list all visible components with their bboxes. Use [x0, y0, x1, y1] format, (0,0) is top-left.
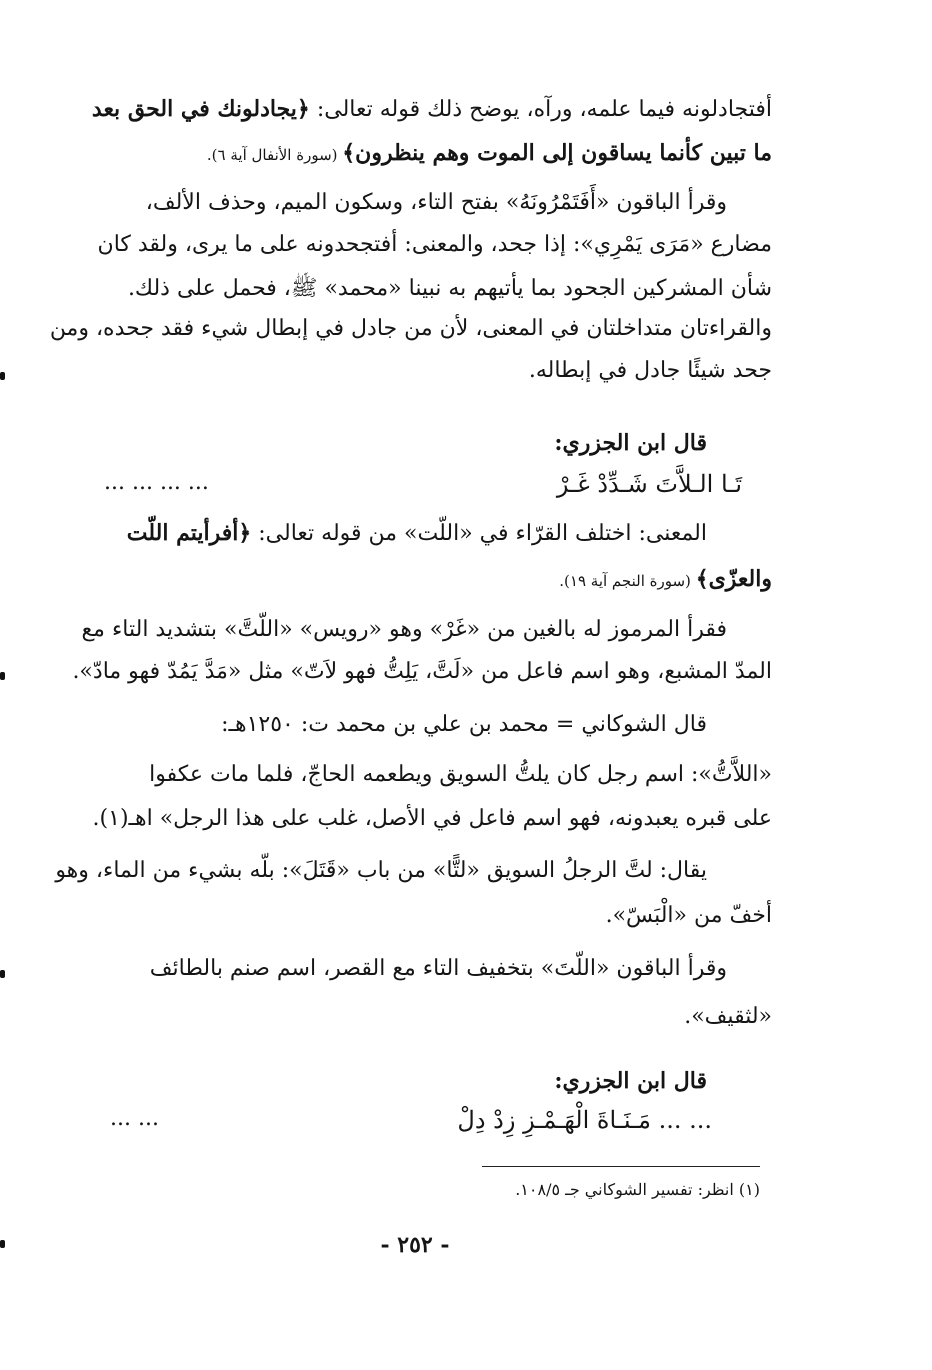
quran-quote: ﴿يجادلونك في الحق بعد: [91, 96, 310, 122]
footnote: (١) انظر: تفسير الشوكاني جـ ١٠٨/٥.: [515, 1180, 760, 1199]
footnote-divider: [482, 1166, 760, 1167]
surah-reference: (سورة النجم آية ١٩).: [559, 572, 696, 590]
verse-line: تَـا الـلاَّتَ شَـدِّدْ غَـرْ: [556, 470, 742, 498]
para5-line2: على قبره يعبدونه، فهو اسم فاعل في الأصل، غلب على هذا الرجل» اهـ(١).: [92, 806, 772, 831]
section-heading: قال ابن الجزري:: [554, 430, 707, 456]
para3-line1-text: المعنى: اختلف القرّاء في «اللّت» من قوله تعالى:: [251, 521, 707, 546]
verse-dots: ... ... ... ...: [104, 470, 209, 495]
para3-line2: [559, 566, 772, 592]
para3-line1: [127, 520, 707, 546]
quran-quote: والعزّى﴾: [695, 566, 772, 592]
quran-quote: ما تبين كأنما يساقون إلى الموت وهم ينظرون﴾: [342, 140, 772, 166]
para2-line3: شأن المشركين الجحود بما يأتيهم به نبينا «محمد» ﷺ، فحمل على ذلك.: [127, 276, 772, 301]
para4-line2: المدّ المشبع، وهو اسم فاعل من «لَتَّ، يَلِتُّ فهو لاَتّ» مثل «مَدَّ يَمُدّ فهو مادّ».: [72, 659, 772, 684]
para7-line1: وقرأ الباقون «اللّتَ» بتخفيف التاء مع القصر، اسم صنم بالطائف: [149, 956, 727, 981]
quran-quote: ﴿أفرأيتم اللّت: [126, 520, 252, 546]
verse-dots: ... ...: [110, 1106, 159, 1131]
para1-line2: [207, 140, 772, 166]
verse-line: ... ... مَـنَـاةَ الْهَـمْـزِ زِدْ دِلْ: [457, 1106, 712, 1134]
section-heading: قال ابن الجزري:: [554, 1068, 707, 1094]
para1-line1-text: أفتجادلونه فيما علمه، ورآه، يوضح ذلك قوله تعالى:: [309, 97, 772, 122]
para5-line1: «اللاَّتُّ»: اسم رجل كان يلتُّ السويق ويطعمه الحاجّ، فلما مات عكفوا: [149, 762, 772, 787]
para7-line2: «لثقيف».: [684, 1004, 772, 1029]
para2-line1: وقرأ الباقون «أَفَتَمْرُونَهُ» بفتح التاء، وسكون الميم، وحذف الألف،: [145, 190, 727, 215]
page-number: - ٢٥٢ -: [380, 1232, 450, 1258]
para4-line1: فقرأ المرموز له بالغين من «غَرْ» وهو «رويس» «اللّتَّ» بتشديد التاء مع: [81, 617, 727, 642]
para2-line2: مضارع «مَرَى يَمْرِي»: إذا جحد، والمعنى: أفتجحدونه على ما يرى، ولقد كان: [97, 232, 772, 257]
para2-line5: جحد شيئًا جادل في إبطاله.: [528, 358, 772, 383]
section-heading: قال الشوكاني = محمد بن علي بن محمد ت: ١٢٥٠هـ:: [221, 712, 707, 737]
scan-mark: [0, 372, 5, 380]
scan-mark: [0, 672, 5, 680]
para6-line1: يقال: لتَّ الرجلُ السويق «لتًّا» من باب «قَتَلَ»: بلّه بشيء من الماء، وهو: [55, 858, 707, 883]
para2-line4: والقراءتان متداخلتان في المعنى، لأن من جادل في إبطال شيء فقد جحده، ومن: [49, 316, 772, 341]
surah-reference: (سورة الأنفال آية ٦).: [206, 146, 343, 164]
scan-mark: [0, 1240, 5, 1248]
para6-line2: أخفّ من «الْبَسّ».: [605, 903, 772, 928]
scan-mark: [0, 970, 5, 978]
para1-line1: [92, 96, 772, 122]
